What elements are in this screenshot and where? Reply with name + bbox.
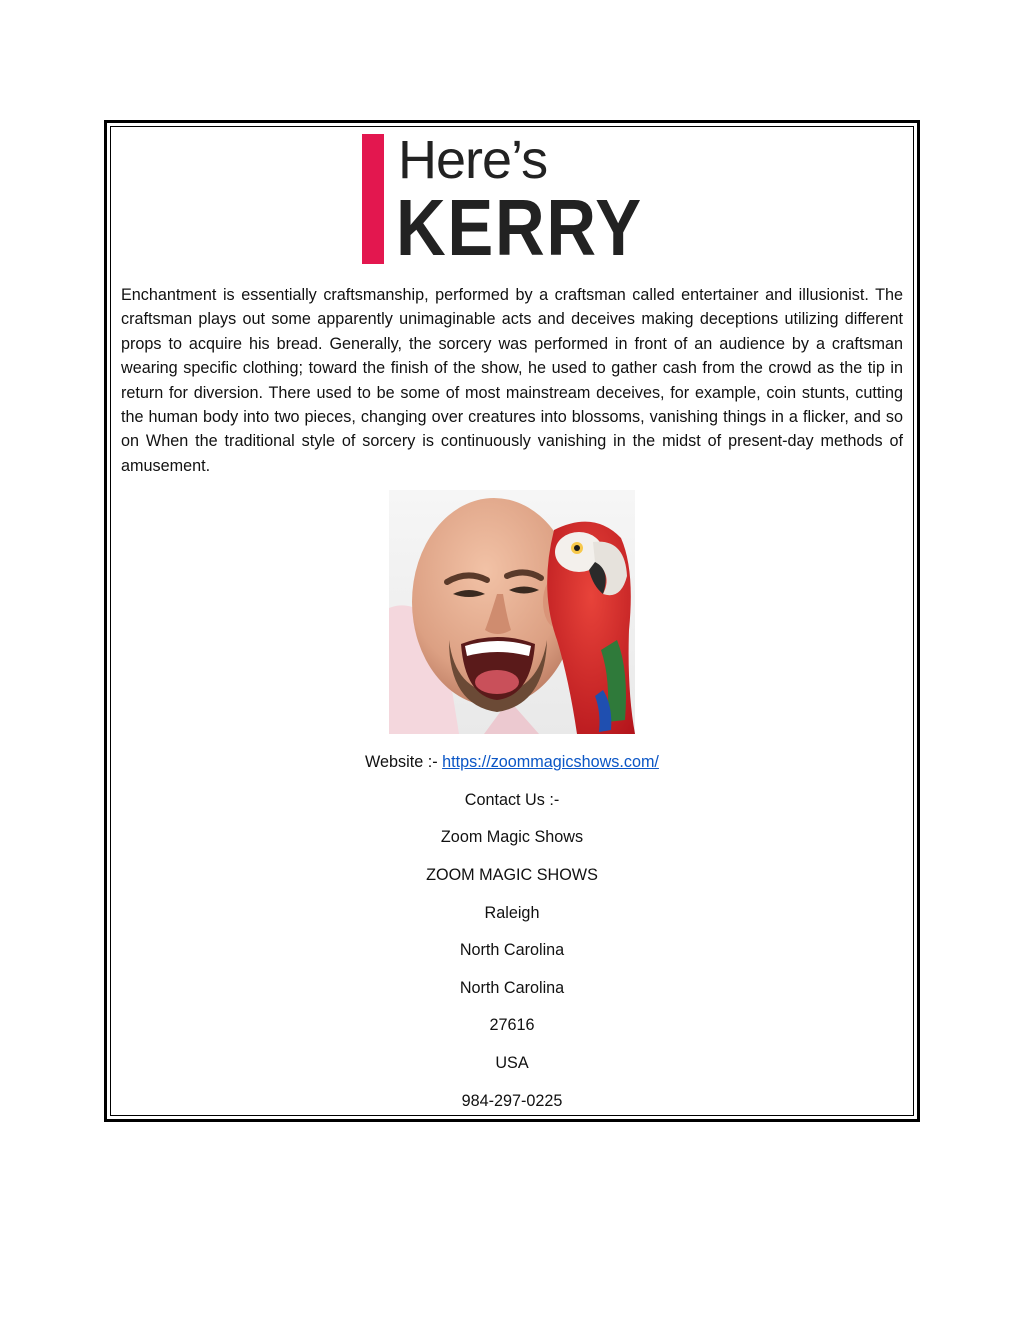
heres-kerry-logo bbox=[360, 130, 666, 272]
company-name-caps: ZOOM MAGIC SHOWS bbox=[426, 866, 598, 884]
state-repeat: North Carolina bbox=[459, 979, 565, 997]
zip-code: 27616 bbox=[489, 1016, 535, 1034]
phone-number: 984-297-0225 bbox=[461, 1092, 563, 1110]
city: Raleigh bbox=[484, 904, 540, 922]
company-name: Zoom Magic Shows bbox=[440, 828, 584, 846]
website-label: Website :- bbox=[365, 753, 443, 771]
article-paragraph: Enchantment is essentially craftsmanship, performed by a craftsman called entertainer and illusionist. The craftsman plays out some apparently unimaginable acts and deceives making deceptions utilizing different props to acquire his bread. Generally, the sorcery was performed in front of an audience by a craftsman wearing specific clothing; toward the finish of the show, he used to gather cash from the crowd as the tip in return for diversion. There used to be some of most mainstream deceives, for example, coin stunts, cutting the human body into two pieces, changing over creatures into blossoms, vanishing things in a flicker, and so on When the traditional style of sorcery is continuously vanishing in the midst of present-day methods of amusement. bbox=[121, 286, 903, 475]
magician-with-parrot-photo bbox=[389, 490, 635, 734]
state: North Carolina bbox=[459, 941, 565, 959]
country: USA bbox=[495, 1054, 529, 1072]
website-line bbox=[0, 751, 1024, 773]
logo-accent-bar bbox=[362, 134, 384, 264]
logo-line-heres: Here’s bbox=[398, 130, 548, 190]
logo-line-kerry: KERRY bbox=[396, 183, 643, 272]
website-link[interactable]: https://zoommagicshows.com/ bbox=[442, 753, 659, 771]
contact-label: Contact Us :- bbox=[464, 791, 560, 809]
